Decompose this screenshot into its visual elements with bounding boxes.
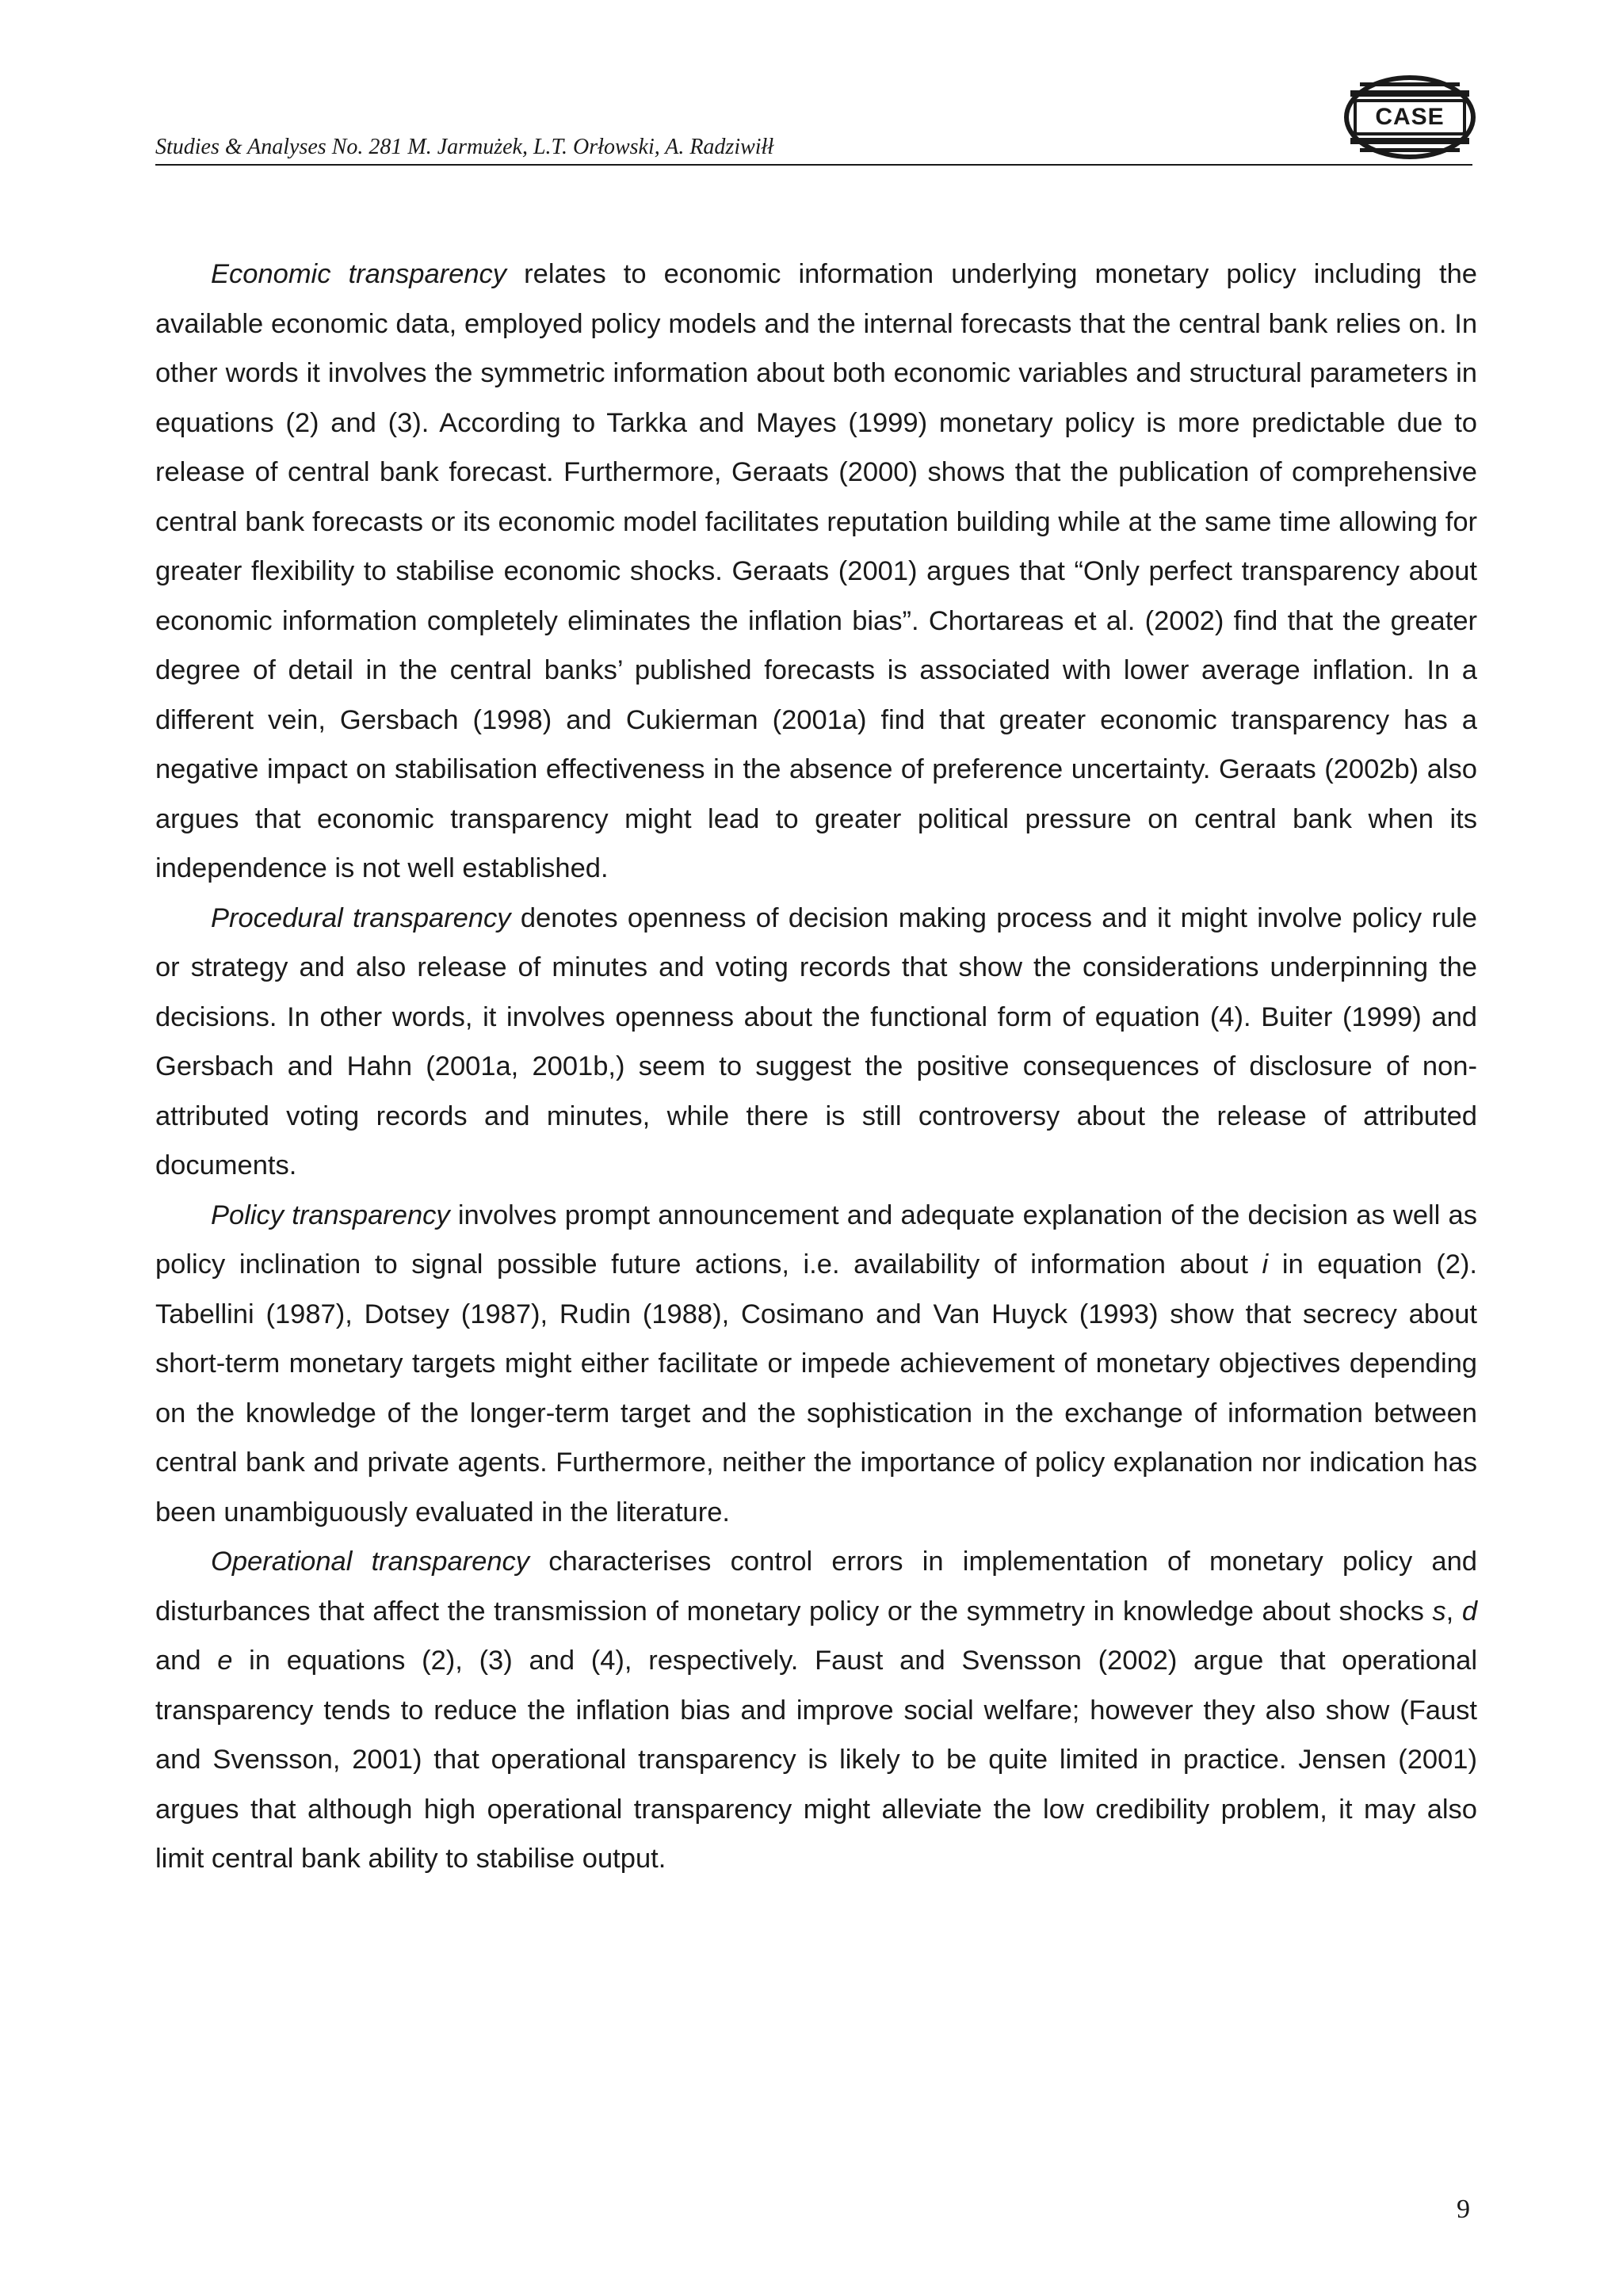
- case-logo: [1342, 73, 1477, 162]
- paragraph-economic-transparency: [155, 250, 1477, 894]
- paragraph-text: in equation (2). Tabellini (1987), Dotsey (1987), Rudin (1988), Cosimano and Van Huyck (1993) show that secrecy about short-term monetary targets might either facilitate or impede achievement of monetary objectives depending on the knowledge of the longer-term target and the sophistication in the exchange of information between central bank and private agents. Furthermore, neither the importance of policy explanation nor indication has been unambiguously evaluated in the literature.: [155, 1249, 1478, 1527]
- paragraph-text: in equations (2), (3) and (4), respectively. Faust and Svensson (2002) argue that operational transparency tends to reduce the inflation bias and improve social welfare; however they also show (Faust and Svensson, 2001) that operational transparency is likely to be quite limited in practice. Jensen (2001) argues that although high operational transparency might alleviate the low credibility problem, it may also limit central bank ability to stabilise output.: [155, 1646, 1477, 1874]
- running-header: Studies & Analyses No. 281 M. Jarmużek, L.T. Orłowski, A. Radziwiłł: [155, 135, 774, 159]
- term-economic-transparency: Economic transparency: [211, 259, 507, 289]
- page-number: 9: [1457, 2195, 1470, 2224]
- term-policy-transparency: Policy transparency: [211, 1199, 450, 1230]
- body-text: [155, 250, 1477, 1884]
- separator: and: [155, 1646, 218, 1676]
- variable-i: i: [1262, 1249, 1269, 1280]
- paragraph-policy-transparency: [155, 1191, 1477, 1538]
- term-operational-transparency: Operational transparency: [211, 1547, 530, 1577]
- variable-d: d: [1461, 1596, 1477, 1627]
- case-logo-wordmark: CASE: [1354, 99, 1466, 135]
- paragraph-procedural-transparency: [155, 894, 1477, 1191]
- term-procedural-transparency: Procedural transparency: [211, 902, 511, 933]
- paragraph-text: involves prompt announcement and adequate explanation of the decision as well as policy inclination to signal possible future actions, i.e. availability of information about: [155, 1199, 1477, 1280]
- paragraph-text: relates to economic information underlying monetary policy including the available economic data, employed policy models and the internal forecasts that the central bank relies on. In other words it involves the symmetric information about both economic variables and structural parameters in equations (2) and (3). According to Tarkka and Mayes (1999) monetary policy is more predictable due to release of central bank forecast. Furthermore, Geraats (2000) shows that the publication of comprehensive central bank forecasts or its economic model facilitates reputation building while at the same time allowing for greater flexibility to stabilise economic shocks. Geraats (2001) argues that “Only perfect transparency about economic information completely eliminates the inflation bias”. Chortareas et al. (2002) find that the greater degree of detail in the central banks’ published forecasts is associated with lower average inflation. In a different vein, Gersbach (1998) and Cukierman (2001a) find that greater economic transparency has a negative impact on stabilisation effectiveness in the absence of preference uncertainty. Geraats (2002b) also argues that economic transparency might lead to greater political pressure on central bank when its independence is not well established.: [155, 259, 1477, 883]
- variable-s: s: [1432, 1596, 1446, 1627]
- paragraph-text: denotes openness of decision making process and it might involve policy rule or strategy and also release of minutes and voting records that show the considerations underpinning the decisions. In other words, it involves openness about the functional form of equation (4). Buiter (1999) and Gersbach and Hahn (2001a, 2001b,) seem to suggest the positive consequences of disclosure of non-attributed voting records and minutes, while there is still controversy about the release of attributed documents.: [155, 902, 1477, 1180]
- variable-e: e: [217, 1646, 233, 1676]
- paragraph-operational-transparency: [155, 1537, 1477, 1884]
- separator: ,: [1445, 1596, 1462, 1627]
- header-rule: [155, 164, 1472, 166]
- paragraph-text: characterises control errors in implementation of monetary policy and disturbances that affect the transmission of monetary policy or the symmetry in knowledge about shocks: [155, 1547, 1477, 1627]
